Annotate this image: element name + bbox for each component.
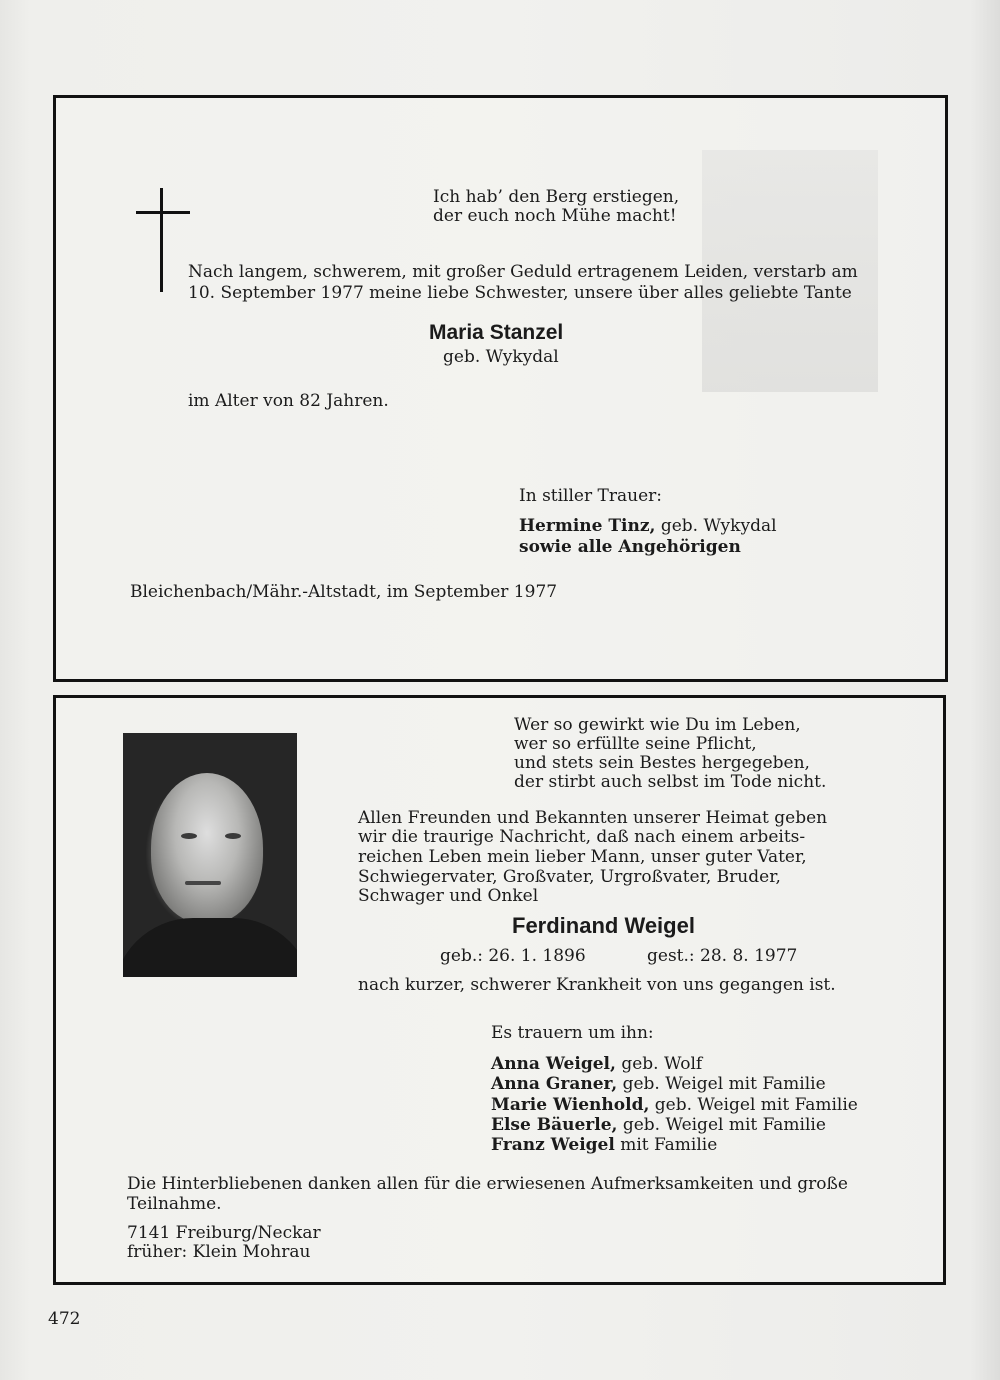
portrait-face — [151, 773, 263, 923]
mourner-name: Anna Weigel, — [491, 1054, 616, 1074]
intro-line: 10. September 1977 meine liebe Schwester, unsere über alles geliebte Tante — [188, 283, 852, 303]
verse-line: wer so erfüllte seine Pflicht, — [514, 734, 757, 754]
mourner-name: Franz Weigel — [491, 1135, 615, 1155]
mourner-detail: geb. Weigel mit Familie — [622, 1115, 826, 1135]
mourner-line — [491, 1075, 826, 1094]
place-date: Bleichenbach/Mähr.-Altstadt, im September 1977 — [130, 582, 558, 602]
mourner-detail: geb. Weigel mit Familie — [622, 1074, 826, 1094]
mourner-detail: mit Familie — [620, 1135, 718, 1155]
mourner-detail: geb. Wykydal — [660, 516, 777, 536]
verse-line: der euch noch Mühe macht! — [433, 206, 677, 226]
intro-line: Nach langem, schwerem, mit großer Geduld ertragenem Leiden, verstarb am — [188, 262, 858, 282]
mourner-name: Marie Wienhold, — [491, 1095, 650, 1115]
portrait-eye — [225, 833, 241, 839]
portrait-coat — [123, 918, 297, 977]
mourner-line — [519, 517, 777, 536]
thanks-line: Die Hinterbliebenen danken allen für die erwiesenen Aufmerksamkeiten und große — [127, 1174, 848, 1194]
portrait-photo — [123, 733, 297, 977]
mourner-line: sowie alle Angehörigen — [519, 537, 741, 557]
mourning-label: Es trauern um ihn: — [491, 1023, 654, 1043]
verse-line: Wer so gewirkt wie Du im Leben, — [514, 715, 801, 735]
intro-line: wir die traurige Nachricht, daß nach einem arbeits- — [358, 827, 806, 847]
verse-line: und stets sein Bestes hergegeben, — [514, 753, 810, 773]
cross-icon — [160, 188, 163, 292]
deceased-name: Ferdinand Weigel — [512, 913, 695, 938]
verse-line: Ich hab’ den Berg erstiegen, — [433, 187, 680, 207]
intro-line: Schwager und Onkel — [358, 886, 539, 906]
address-line: früher: Klein Mohrau — [127, 1242, 311, 1262]
mourner-line — [491, 1116, 826, 1135]
thanks-line: Teilnahme. — [127, 1194, 222, 1214]
mourning-label: In stiller Trauer: — [519, 486, 662, 506]
intro-line: reichen Leben mein lieber Mann, unser guter Vater, — [358, 847, 807, 867]
mourner-detail: geb. Wolf — [621, 1054, 703, 1074]
mourner-name: Hermine Tinz, — [519, 516, 656, 536]
mourner-line — [491, 1096, 858, 1115]
mourner-name: Else Bäuerle, — [491, 1115, 618, 1135]
mourner-line — [491, 1055, 702, 1074]
intro-line: Allen Freunden und Bekannten unserer Heimat geben — [358, 808, 828, 828]
mourner-detail: geb. Weigel mit Familie — [654, 1095, 858, 1115]
portrait-mouth — [185, 881, 221, 885]
address-line: 7141 Freiburg/Neckar — [127, 1223, 321, 1243]
age-line: im Alter von 82 Jahren. — [188, 391, 389, 411]
mourner-name: Anna Graner, — [491, 1074, 618, 1094]
cross-icon-bar — [136, 211, 190, 214]
verse-line: der stirbt auch selbst im Tode nicht. — [514, 772, 827, 792]
mourner-line — [491, 1136, 717, 1155]
birth-date: geb.: 26. 1. 1896 — [440, 946, 586, 966]
passed-line: nach kurzer, schwerer Krankheit von uns gegangen ist. — [358, 975, 836, 995]
maiden-name: geb. Wykydal — [443, 347, 559, 367]
portrait-eye — [181, 833, 197, 839]
deceased-name: Maria Stanzel — [429, 321, 564, 344]
intro-line: Schwiegervater, Großvater, Urgroßvater, Bruder, — [358, 867, 781, 887]
death-date: gest.: 28. 8. 1977 — [647, 946, 798, 966]
page-number: 472 — [48, 1309, 81, 1329]
